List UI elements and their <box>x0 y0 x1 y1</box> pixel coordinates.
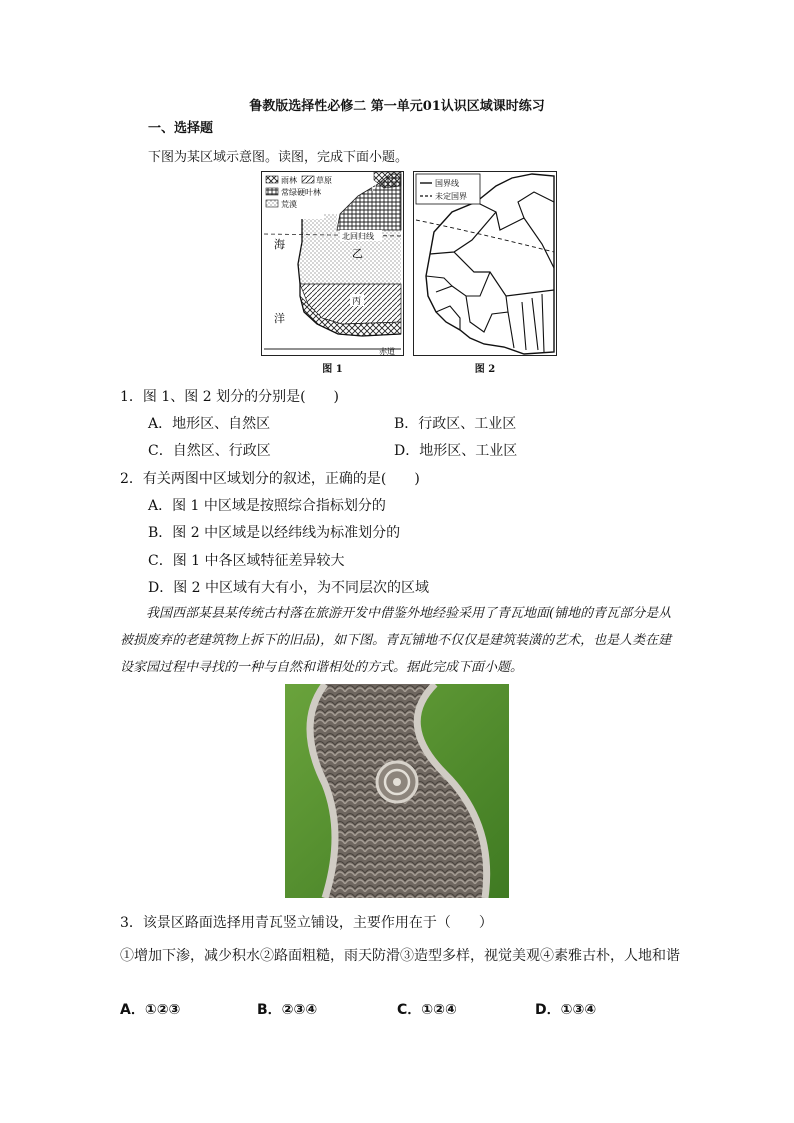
figure-2-caption: 图 2 <box>474 364 496 375</box>
q3-option-a: A．①②③ <box>120 1002 181 1018</box>
figure-2-drawing <box>414 172 556 355</box>
q1-option-b: B．行政区、工业区 <box>394 416 517 432</box>
legend-rain-label: 雨林 <box>281 176 297 185</box>
figure-1-caption: 图 1 <box>322 364 343 375</box>
q1-option-a: A．地形区、自然区 <box>148 416 271 432</box>
label-jia: 甲 <box>368 183 378 193</box>
legend-desert-label: 荒漠 <box>281 200 297 209</box>
legend-desert-swatch <box>266 200 278 207</box>
legend-grass-label: 草原 <box>316 176 332 185</box>
q1-option-d: D．地形区、工业区 <box>394 443 518 459</box>
page-title: 鲁教版选择性必修二 第一单元01认识区域课时练习 <box>249 99 545 114</box>
question-2-stem: 2．有关两图中区域划分的叙述，正确的是( ) <box>120 471 420 487</box>
figure-1-drawing <box>262 172 403 355</box>
label-hai: 海 <box>274 238 285 251</box>
q3-option-c: C．①②④ <box>397 1002 457 1018</box>
question-1-stem: 1．图 1、图 2 划分的分别是( ) <box>120 389 339 405</box>
q2-option-a: A．图 1 中区域是按照综合指标划分的 <box>148 498 386 514</box>
question-3-statements: ①增加下渗，减少积水②路面粗糙，雨天防滑③造型多样，视觉美观④素雅古朴，人地和谐 <box>120 948 680 964</box>
tropic-label: 北回归线 <box>342 232 374 241</box>
q2-option-b: B．图 2 中区域是以经纬线为标准划分的 <box>148 525 401 541</box>
legend-grass-swatch <box>302 176 314 183</box>
q3-option-b: B．②③④ <box>257 1002 318 1018</box>
figure-2-map <box>413 171 557 356</box>
section-heading: 一、选择题 <box>148 121 214 136</box>
legend-rain-swatch <box>266 176 278 183</box>
q2-option-c: C．图 1 中各区域特征差异较大 <box>148 553 345 569</box>
figure-1-map <box>261 171 404 356</box>
legend-forest-label: 常绿硬叶林 <box>281 188 321 197</box>
legend-border-label: 国界线 <box>435 179 459 188</box>
q2-option-d: D．图 2 中区域有大有小，为不同层次的区域 <box>148 580 430 596</box>
reading-passage: 我国西部某县某传统古村落在旅游开发中借鉴外地经验采用了青瓦地面(铺地的青瓦部分是从被损废弃的老建筑物上拆下的旧品)，如下图。青瓦铺地不仅仅是建筑装潢的艺术，也是人类在建设家园过程中寻找的一种与自然和谐相处的方式。据此完成下面小题。 <box>120 606 672 675</box>
question-3-stem: 3．该景区路面选择用青瓦竖立铺设，主要作用在于（ ） <box>120 915 493 931</box>
legend-forest-swatch <box>266 188 278 195</box>
tile-path-photo <box>285 684 509 898</box>
label-bing: 丙 <box>352 297 362 307</box>
intro-text: 下图为某区域示意图。读图，完成下面小题。 <box>148 150 409 165</box>
q3-option-d: D．①③④ <box>535 1002 597 1018</box>
q1-option-c: C．自然区、行政区 <box>148 443 271 459</box>
equator-label: 赤道 <box>379 347 395 355</box>
label-yang: 洋 <box>274 312 285 325</box>
label-yi: 乙 <box>352 247 363 260</box>
legend-undetermined-label: 未定国界 <box>435 192 467 201</box>
